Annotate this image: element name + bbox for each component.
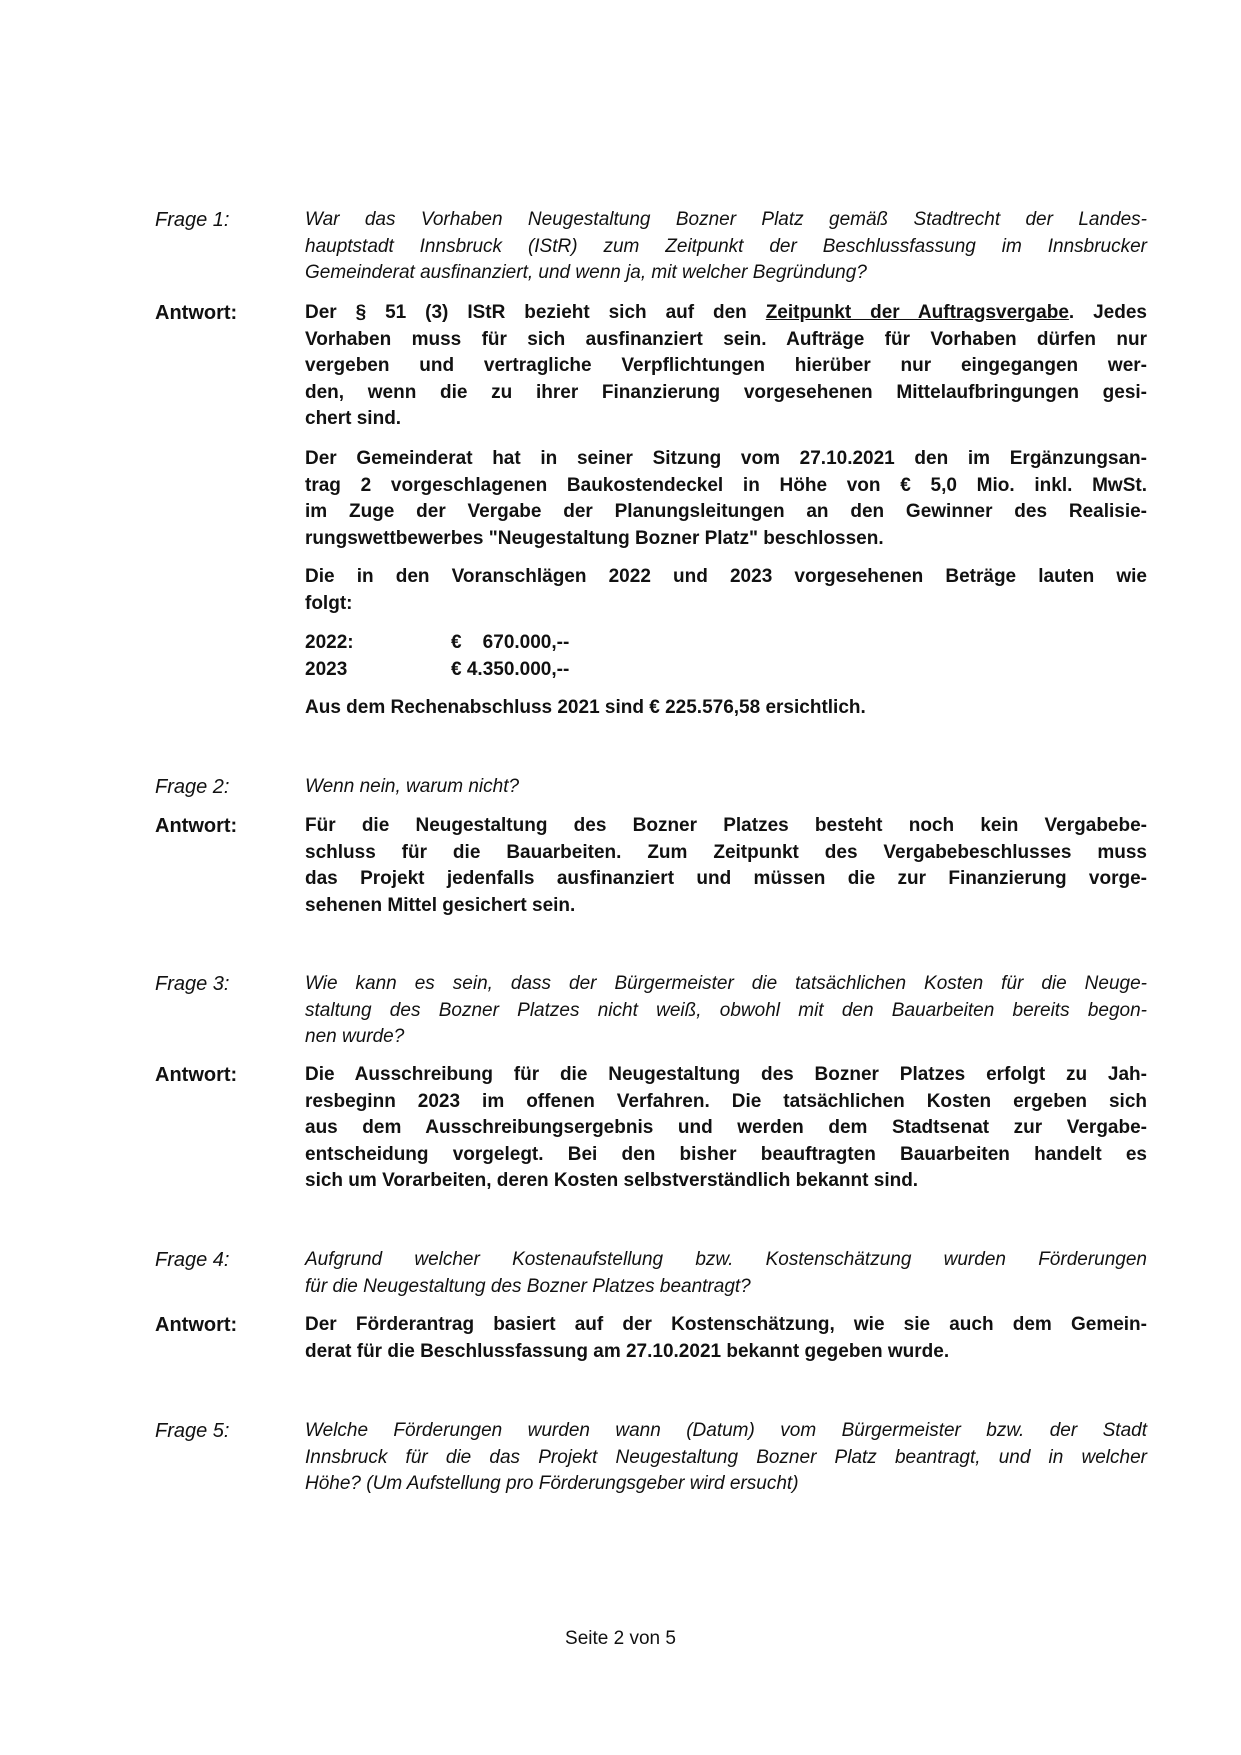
text-line: Welche Förderungen wurden wann (Datum) vom Bürgermeister bzw. der Stadt bbox=[305, 1420, 1147, 1441]
amount-row bbox=[305, 630, 1147, 657]
text-line bbox=[305, 300, 1147, 327]
text-line: chert sind. bbox=[305, 408, 402, 429]
answer-text bbox=[305, 300, 1147, 433]
text-line: den, wenn die zu ihrer Finanzierung vorgesehenen Mittelaufbringungen gesi- bbox=[305, 381, 1147, 403]
text-line: War das Vorhaben Neugestaltung Bozner Platz gemäß Stadtrecht der Landes- bbox=[305, 209, 1147, 230]
text-line: Der Gemeinderat hat in seiner Sitzung vom 27.10.2021 den im Ergänzungsan- bbox=[305, 448, 1147, 469]
text-line: schluss für die Bauarbeiten. Zum Zeitpunkt des Vergabebeschlusses muss bbox=[305, 841, 1147, 863]
answer-text bbox=[305, 1312, 1147, 1365]
answer-text bbox=[305, 813, 1147, 919]
text-line: resbeginn 2023 im offenen Verfahren. Die tatsächlichen Kosten ergeben sich bbox=[305, 1090, 1147, 1112]
text-line: Der Förderantrag basiert auf der Kostenschätzung, wie sie auch dem Gemein- bbox=[305, 1314, 1147, 1335]
question-label: Frage 4: bbox=[155, 1249, 230, 1271]
question-label: Frage 3: bbox=[155, 973, 230, 995]
text-line: folgt: bbox=[305, 592, 353, 614]
text-line: trag 2 vorgeschlagenen Baukostendeckel in Höhe von € 5,0 Mio. inkl. MwSt. bbox=[305, 474, 1147, 496]
answer-paragraph-2 bbox=[305, 446, 1147, 552]
amounts-list bbox=[305, 630, 1147, 683]
text-line: aus dem Ausschreibungsergebnis und werden dem Stadtsenat zur Vergabe- bbox=[305, 1117, 1147, 1138]
text-segment: . Jedes bbox=[1068, 302, 1147, 323]
text-line: derat für die Beschlussfassung am 27.10.2021 bekannt gegeben wurde. bbox=[305, 1340, 950, 1362]
underlined-phrase: Zeitpunkt der Auftragsvergabe bbox=[765, 302, 1069, 323]
amount-value: € 4.350.000,-- bbox=[451, 658, 570, 680]
text-line: Vorhaben muss für sich ausfinanziert sein. Aufträge für Vorhaben dürfen nur bbox=[305, 328, 1147, 350]
text-line: Die in den Voranschlägen 2022 und 2023 vorgesehenen Beträge lauten wie bbox=[305, 566, 1147, 587]
text-line: für die Neugestaltung des Bozner Platzes beantragt? bbox=[305, 1275, 751, 1297]
text-line: das Projekt jedenfalls ausfinanziert und müssen die zur Finanzierung vorge- bbox=[305, 868, 1147, 889]
text-line: entscheidung vorgelegt. Bei den bisher beauftragten Bauarbeiten handelt es bbox=[305, 1143, 1147, 1165]
answer-label: Antwort: bbox=[155, 1314, 238, 1336]
answer-label: Antwort: bbox=[155, 1064, 238, 1086]
question-text bbox=[305, 207, 1147, 287]
answer-text bbox=[305, 1062, 1147, 1195]
amount-year: 2022: bbox=[305, 632, 354, 653]
amount-value: € 670.000,-- bbox=[451, 632, 570, 653]
text-line: Die Ausschreibung für die Neugestaltung des Bozner Platzes erfolgt zu Jah- bbox=[305, 1064, 1147, 1085]
text-line: sich um Vorarbeiten, deren Kosten selbstverständlich bekannt sind. bbox=[305, 1170, 919, 1191]
answer-paragraph-3 bbox=[305, 564, 1147, 617]
question-text bbox=[305, 1247, 1147, 1300]
text-line: staltung des Bozner Platzes nicht weiß, obwohl mit den Bauarbeiten bereits begon- bbox=[305, 999, 1147, 1021]
text-line: vergeben und vertragliche Verpflichtungen hierüber nur eingegangen wer- bbox=[305, 355, 1147, 376]
answer-paragraph-4 bbox=[305, 695, 1147, 722]
text-line: nen wurde? bbox=[305, 1026, 405, 1047]
text-line: Gemeinderat ausfinanziert, und wenn ja, mit welcher Begründung? bbox=[305, 262, 867, 283]
text-line: Aufgrund welcher Kostenaufstellung bzw. Kostenschätzung wurden Förderungen bbox=[305, 1249, 1147, 1270]
amount-year: 2023 bbox=[305, 658, 348, 680]
question-text bbox=[305, 1418, 1147, 1498]
text-line: rungswettbewerbes "Neugestaltung Bozner Platz" beschlossen. bbox=[305, 527, 884, 549]
question-label: Frage 5: bbox=[155, 1420, 230, 1442]
question-label: Frage 2: bbox=[155, 776, 230, 798]
question-text bbox=[305, 971, 1147, 1051]
text-line: sehenen Mittel gesichert sein. bbox=[305, 894, 576, 916]
text-line: hauptstadt Innsbruck (IStR) zum Zeitpunkt der Beschlussfassung im Innsbrucker bbox=[305, 235, 1147, 257]
text-line: Wie kann es sein, dass der Bürgermeister die tatsächlichen Kosten für die Neuge- bbox=[305, 973, 1147, 994]
question-label: Frage 1: bbox=[155, 209, 230, 231]
amount-row bbox=[305, 657, 1147, 684]
text-segment: Der § 51 (3) IStR bezieht sich auf den bbox=[305, 302, 766, 323]
page-number: Seite 2 von 5 bbox=[565, 1628, 676, 1649]
question-text bbox=[305, 774, 1147, 801]
text-line: Innsbruck für die das Projekt Neugestaltung Bozner Platz beantragt, und in welcher bbox=[305, 1446, 1147, 1468]
answer-label: Antwort: bbox=[155, 302, 238, 324]
text-line: Aus dem Rechenabschluss 2021 sind € 225.576,58 ersichtlich. bbox=[305, 697, 866, 718]
text-line: Wenn nein, warum nicht? bbox=[305, 776, 520, 797]
text-line: im Zuge der Vergabe der Planungsleitungen an den Gewinner des Realisie- bbox=[305, 501, 1147, 522]
text-line: Für die Neugestaltung des Bozner Platzes besteht noch kein Vergabebe- bbox=[305, 815, 1147, 836]
text-line: Höhe? (Um Aufstellung pro Förderungsgeber wird ersucht) bbox=[305, 1473, 799, 1494]
answer-label: Antwort: bbox=[155, 815, 238, 837]
